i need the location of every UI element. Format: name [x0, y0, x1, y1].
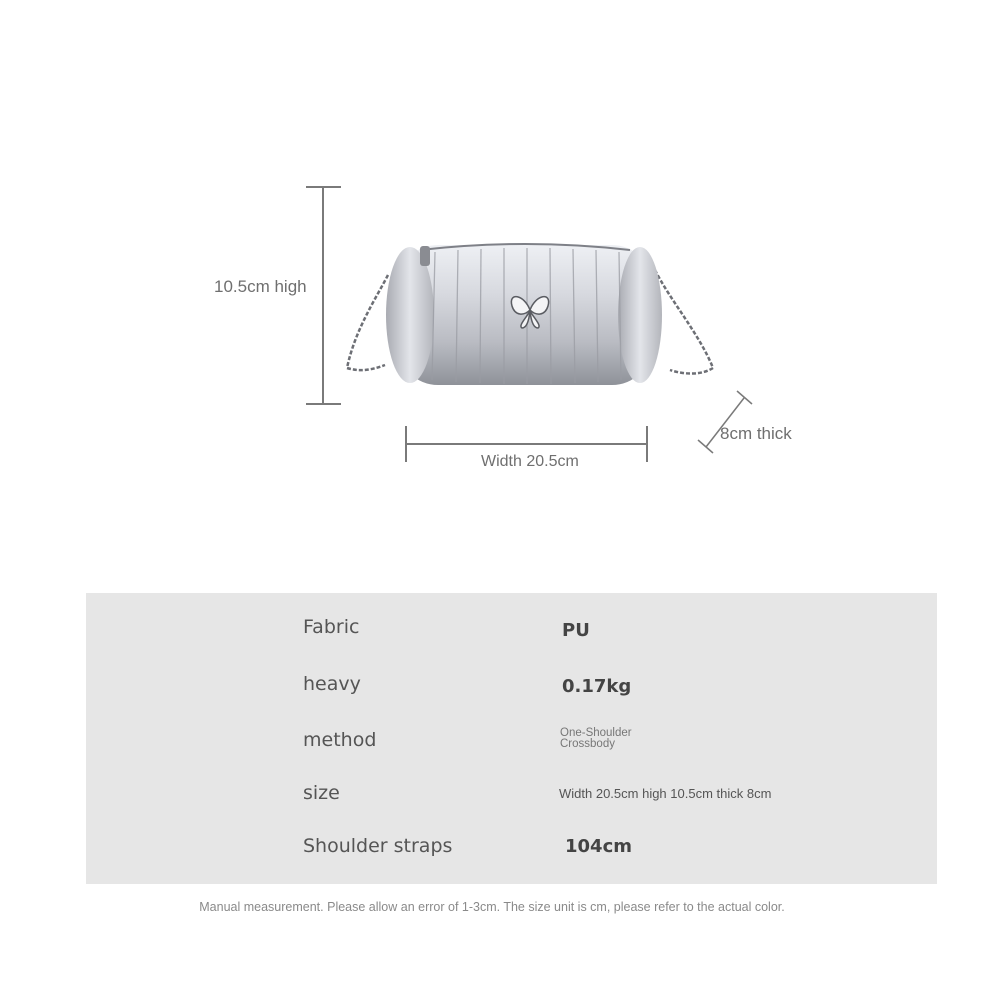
footnote: Manual measurement. Please allow an error of 1-3cm. The size unit is cm, please refer to the actual color.: [199, 900, 785, 914]
chain-strap-left: [347, 275, 388, 370]
zipper-pull-icon: [420, 246, 430, 266]
width-label: Width 20.5cm: [481, 453, 579, 470]
bag-body: [398, 245, 652, 385]
chain-strap-right: [655, 270, 713, 374]
spec-value-fabric: PU: [562, 620, 590, 641]
bag-end-left: [386, 247, 434, 383]
thickness-label: 8cm thick: [720, 424, 792, 443]
spec-value-shoulder-straps: 104cm: [565, 836, 632, 857]
spec-value-size: Width 20.5cm high 10.5cm thick 8cm: [559, 786, 772, 801]
spec-table: [86, 593, 937, 884]
spec-label-weight: heavy: [303, 673, 361, 695]
product-image: [330, 230, 730, 430]
spec-label-fabric: Fabric: [303, 616, 360, 638]
bag-end-right: [618, 247, 662, 383]
spec-value-method: [560, 728, 680, 750]
spec-value-weight: 0.17kg: [562, 676, 632, 697]
spec-label-shoulder-straps: Shoulder straps: [303, 835, 453, 857]
height-label: 10.5cm high: [214, 277, 307, 296]
spec-value-method-line2: Crossbody: [560, 738, 615, 750]
spec-label-method: method: [303, 729, 377, 751]
spec-value-method-line1: One-Shoulder: [560, 727, 632, 739]
spec-label-size: size: [303, 782, 340, 804]
